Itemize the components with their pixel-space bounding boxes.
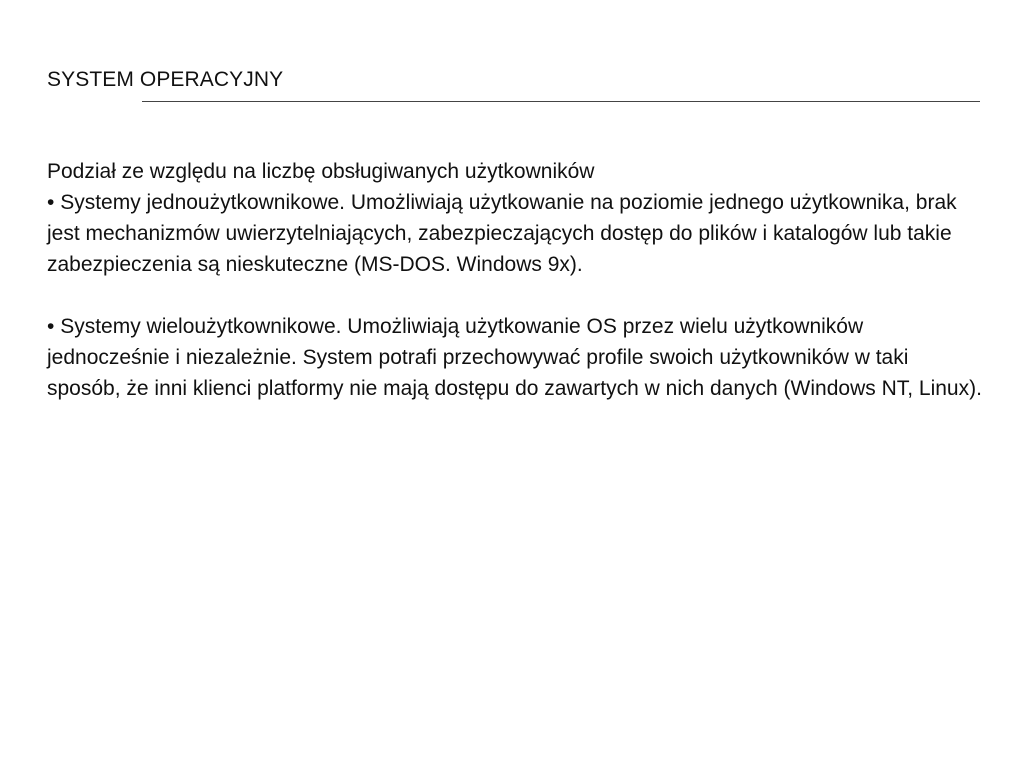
subheading: Podział ze względu na liczbę obsługiwanych użytkowników (47, 160, 595, 183)
title-underline-divider (142, 101, 980, 102)
bullet-item-single-user (47, 187, 987, 280)
bullet-text-single-user: Systemy jednoużytkownikowe. Umożliwiają użytkowanie na poziomie jednego użytkownika, brak jest mechanizmów uwierzytelniających, zabezpieczających dostęp do plików i katalogów lub takie zabezpieczenia są nieskuteczne (MS-DOS. Windows 9x). (47, 191, 957, 276)
bullet-marker: • (47, 191, 55, 214)
bullet-marker: • (47, 315, 55, 338)
bullet-item-multi-user (47, 311, 987, 404)
slide-body (47, 156, 987, 404)
bullet-text-multi-user: Systemy wieloużytkownikowe. Umożliwiają użytkowanie OS przez wielu użytkowników jednocześnie i niezależnie. System potrafi przechowywać profile swoich użytkowników w taki sposób, że inni klienci platformy nie mają dostępu do zawartych w nich danych (Windows NT, Linux). (47, 315, 982, 400)
slide-title: SYSTEM OPERACYJNY (47, 68, 284, 91)
paragraph-gap (47, 280, 987, 311)
